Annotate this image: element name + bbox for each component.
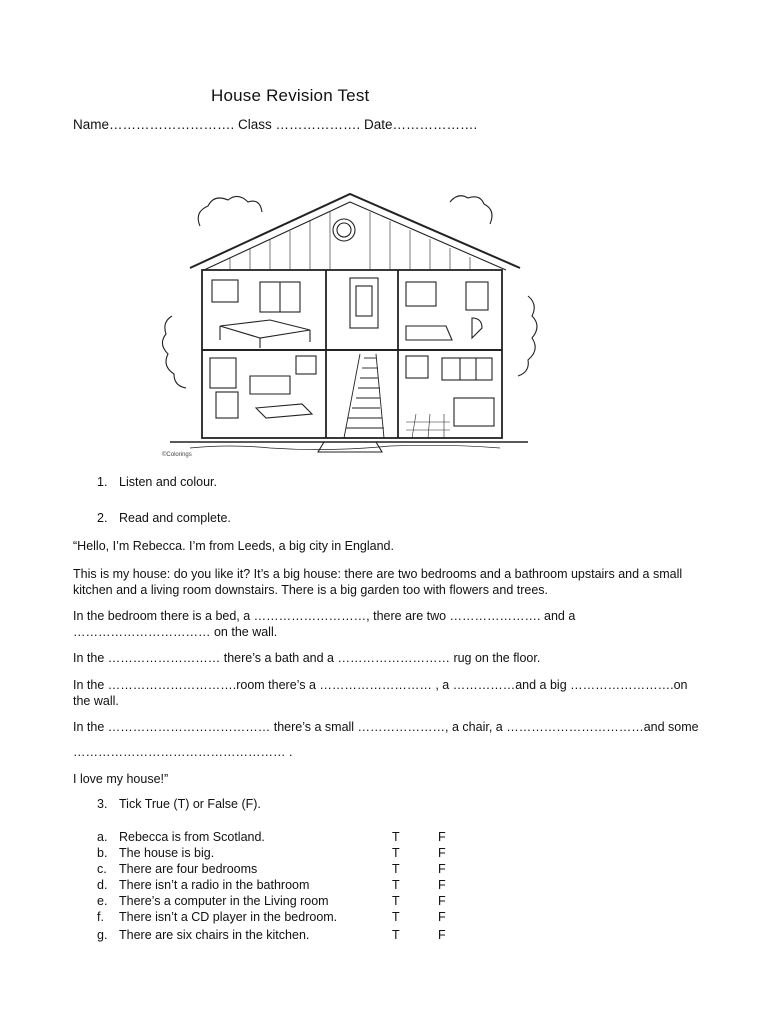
false-option[interactable]: F: [438, 830, 446, 844]
fill-in-paragraph: In the ………………………………… there’s a small …………………, a chair, a ……………………………and some: [73, 720, 699, 734]
true-false-item: [0, 862, 768, 878]
item-letter: f.: [97, 910, 104, 924]
item-letter: e.: [97, 894, 108, 908]
item-statement: There’s a computer in the Living room: [119, 894, 329, 908]
reading-greeting: “Hello, I’m Rebecca. I’m from Leeds, a big city in England.: [73, 539, 394, 553]
true-option[interactable]: T: [392, 830, 400, 844]
picture-credit: ©Colorings: [162, 452, 192, 458]
true-option[interactable]: T: [392, 910, 400, 924]
true-false-item: [0, 846, 768, 862]
item-statement: There isn’t a CD player in the bedroom.: [119, 910, 338, 924]
true-false-item: [0, 830, 768, 846]
false-option[interactable]: F: [438, 862, 446, 876]
fill-in-paragraph: In the bedroom there is a bed, a ………………………, there are two …………………. and a …………………………… on the wall.: [73, 609, 576, 639]
fill-in-paragraph: In the ………………………….room there’s a ……………………… , a ……………and a big …………………….on the wall.: [73, 678, 688, 708]
item-letter: g.: [97, 928, 108, 942]
true-false-item: [0, 878, 768, 894]
item-letter: b.: [97, 846, 108, 860]
false-option[interactable]: F: [438, 894, 446, 908]
item-statement: There are four bedrooms: [119, 862, 258, 876]
true-false-item: [0, 910, 768, 926]
house-cutaway-illustration: [160, 186, 540, 462]
false-option[interactable]: F: [438, 878, 446, 892]
item-letter: c.: [97, 862, 107, 876]
fill-in-blank-line: …………………………………………… .: [73, 745, 293, 759]
true-option[interactable]: T: [392, 878, 400, 892]
reading-closing: I love my house!”: [73, 772, 169, 786]
student-info-line: Name………………………. Class ………………. Date……………….: [73, 117, 478, 132]
true-false-item: [0, 894, 768, 910]
item-letter: a.: [97, 830, 108, 844]
worksheet-title: House Revision Test: [211, 86, 370, 105]
task-number: 1.: [97, 475, 108, 489]
item-statement: Rebecca is from Scotland.: [119, 830, 265, 844]
item-statement: The house is big.: [119, 846, 215, 860]
fill-in-paragraph: In the ……………………… there’s a bath and a ……………………… rug on the floor.: [73, 651, 541, 665]
true-option[interactable]: T: [392, 862, 400, 876]
false-option[interactable]: F: [438, 928, 446, 942]
task-instruction: Listen and colour.: [119, 475, 217, 489]
item-statement: There are six chairs in the kitchen.: [119, 928, 310, 942]
false-option[interactable]: F: [438, 910, 446, 924]
task-number: 3.: [97, 797, 108, 811]
true-false-item: [0, 928, 768, 944]
false-option[interactable]: F: [438, 846, 446, 860]
true-option[interactable]: T: [392, 846, 400, 860]
true-option[interactable]: T: [392, 928, 400, 942]
task-number: 2.: [97, 511, 108, 525]
true-option[interactable]: T: [392, 894, 400, 908]
reading-paragraph: This is my house: do you like it? It’s a big house: there are two bedrooms and a bathroom upstairs and a small kitchen and a living room downstairs. There is a big garden too with flowers and trees.: [73, 567, 683, 597]
item-letter: d.: [97, 878, 108, 892]
task-instruction: Read and complete.: [119, 511, 231, 525]
task-instruction: Tick True (T) or False (F).: [119, 797, 261, 811]
item-statement: There isn’t a radio in the bathroom: [119, 878, 310, 892]
